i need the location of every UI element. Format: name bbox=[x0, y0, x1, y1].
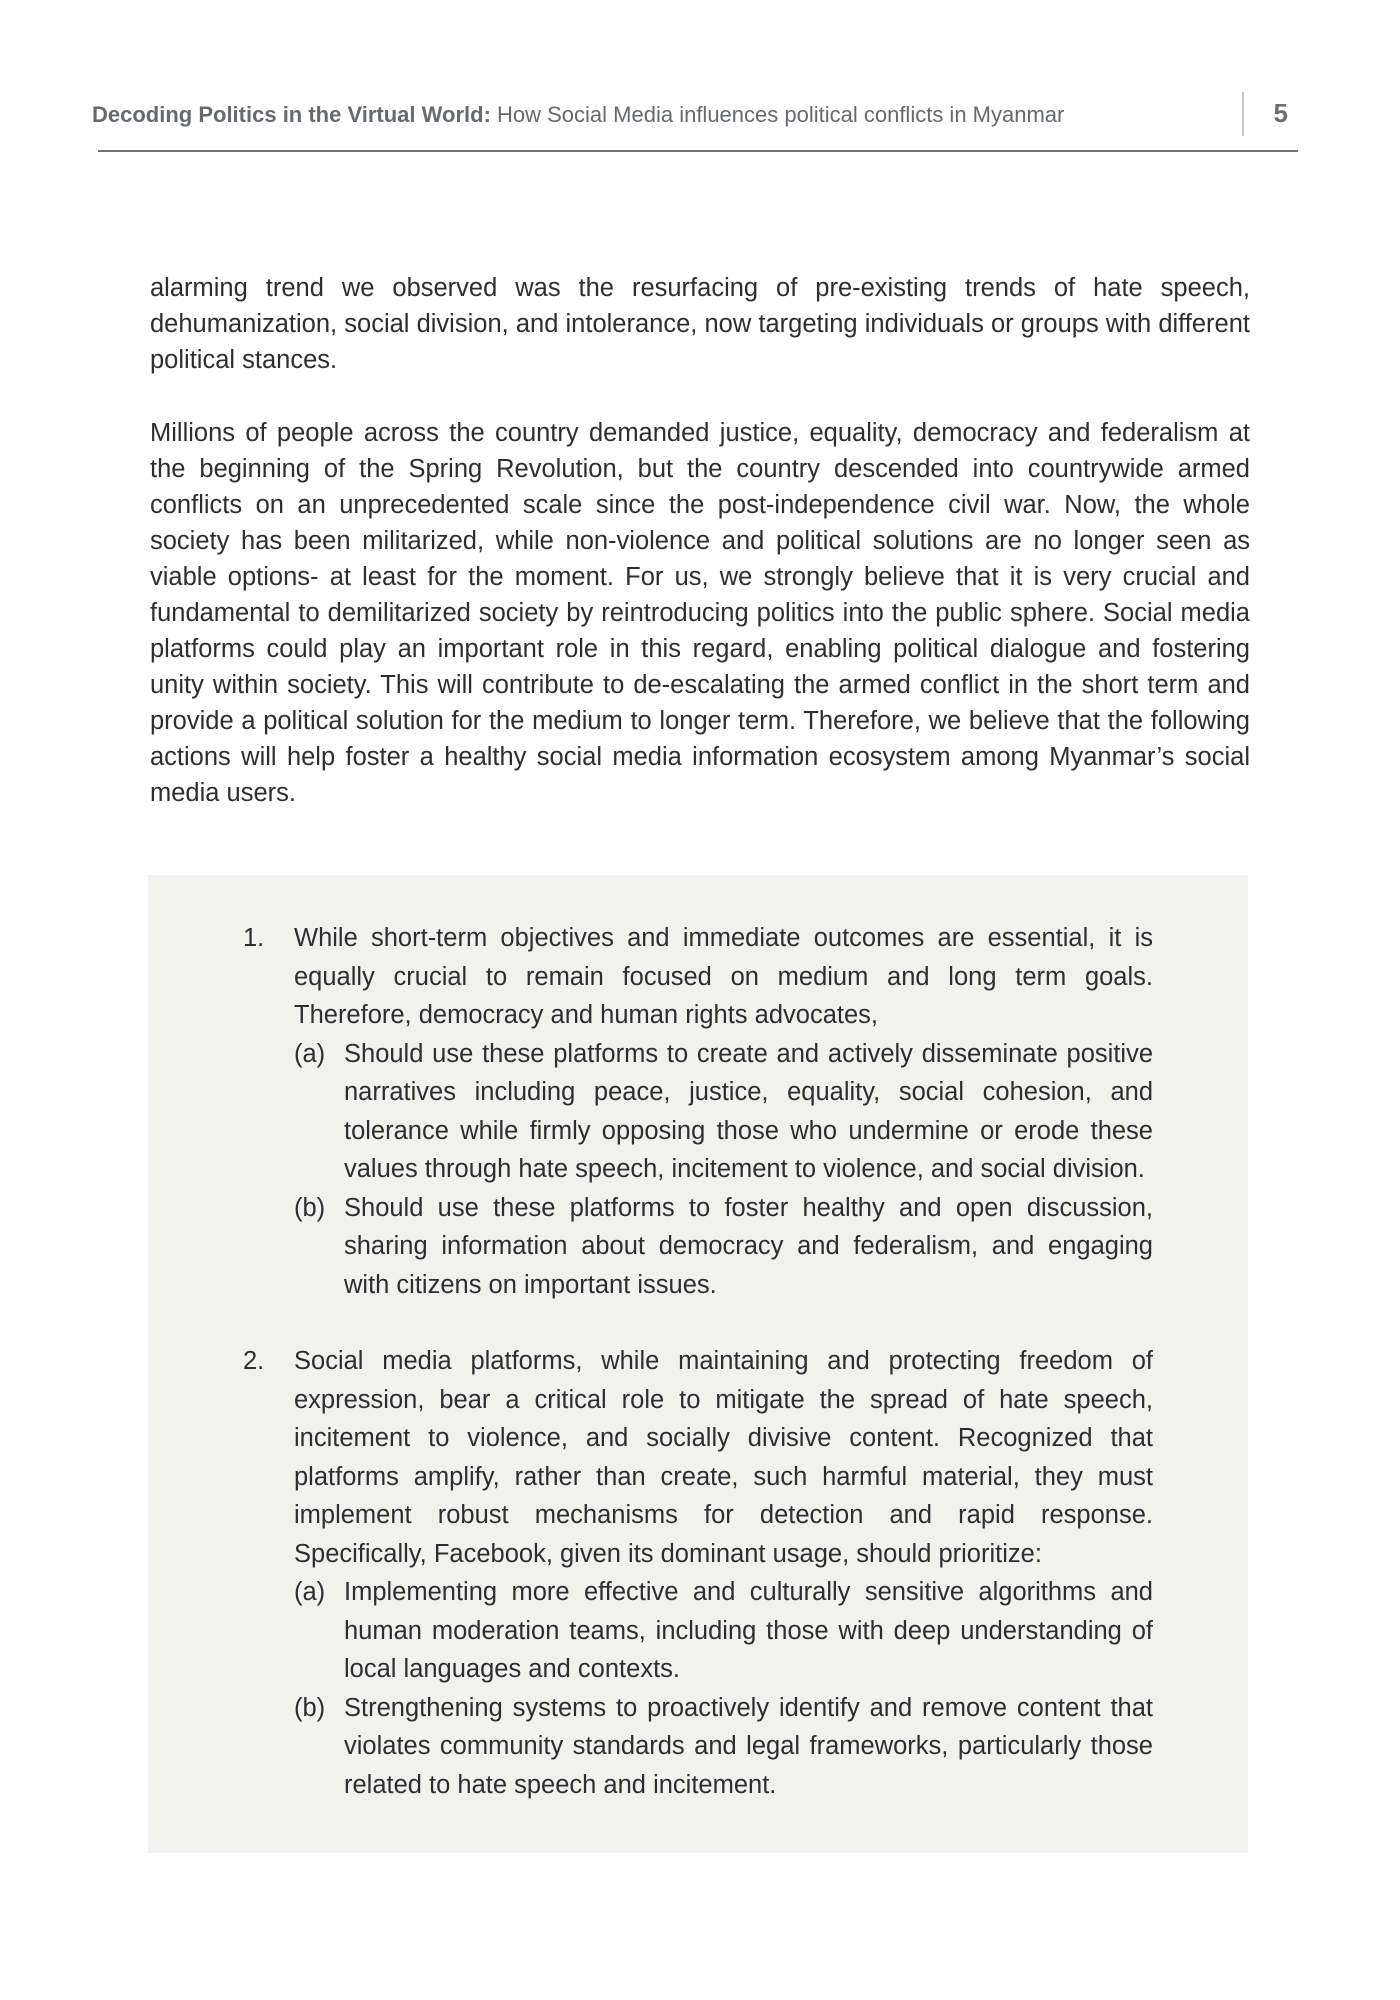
header-rule bbox=[98, 150, 1298, 152]
sub-recommendations bbox=[294, 1573, 1153, 1804]
sub-item-letter: (a) bbox=[294, 1039, 326, 1068]
sub-recommendations bbox=[294, 1035, 1153, 1305]
sub-item-text: Should use these platforms to create and actively disseminate positive narratives including peace, justice, equality, social cohesion, and tolerance while firmly opposing those who undermine or erode these values through hate speech, incitement to violence, and social division. bbox=[344, 1039, 1153, 1183]
recommendation-item bbox=[243, 919, 1153, 1304]
sub-item-text: Should use these platforms to foster healthy and open discussion, sharing information about democracy and federalism, and engaging with citizens on important issues. bbox=[344, 1193, 1153, 1299]
sub-item-letter: (b) bbox=[294, 1693, 326, 1722]
sub-item-letter: (a) bbox=[294, 1578, 326, 1606]
recommendations-list bbox=[243, 919, 1153, 1804]
item-text: Social media platforms, while maintaining and protecting freedom of expression, bear a critical role to mitigate the spread of hate speech, incitement to violence, and socially divisive content. Recognized that platforms amplify, rather than create, such harmful material, they must implement robust mechanisms for detection and rapid response. Specifically, Facebook, given its dominant usage, should prioritize: bbox=[294, 1347, 1153, 1568]
sub-item bbox=[294, 1035, 1153, 1189]
sub-item bbox=[294, 1689, 1153, 1805]
body-paragraph-continued: alarming trend we observed was the resurfacing of pre-existing trends of hate speech, dehumanization, social division, and intolerance, now targeting individuals or groups with different political stances. bbox=[150, 274, 1250, 374]
sub-item-text: Strengthening systems to proactively identify and remove content that violates community standards and legal frameworks, particularly those related to hate speech and incitement. bbox=[344, 1693, 1153, 1799]
sub-item bbox=[294, 1573, 1153, 1689]
page-number: 5 bbox=[1273, 98, 1288, 128]
sub-item bbox=[294, 1189, 1153, 1305]
item-number: 1. bbox=[243, 924, 265, 952]
running-title-subtitle: How Social Media influences political conflicts in Myanmar bbox=[490, 102, 1065, 127]
sub-item-letter: (b) bbox=[294, 1193, 326, 1222]
sub-item-text: Implementing more effective and culturally sensitive algorithms and human moderation teams, including those with deep understanding of local languages and contexts. bbox=[344, 1578, 1153, 1683]
item-number: 2. bbox=[243, 1347, 265, 1375]
page-header bbox=[92, 92, 1298, 152]
running-title bbox=[92, 102, 1064, 128]
recommendation-item bbox=[243, 1342, 1153, 1804]
item-text: While short-term objectives and immediate outcomes are essential, it is equally crucial to remain focused on medium and long term goals. Therefore, democracy and human rights advocates, bbox=[294, 924, 1153, 1029]
body-paragraph: Millions of people across the country demanded justice, equality, democracy and federalism at the beginning of the Spring Revolution, but the country descended into countrywide armed conflicts on an unprecedented scale since the post-independence civil war. Now, the whole society has been militarized, while non-violence and political solutions are no longer seen as viable options- at least for the moment. For us, we strongly believe that it is very crucial and fundamental to demilitarized society by reintroducing politics into the public sphere. Social media platforms could play an important role in this regard, enabling political dialogue and fostering unity within society. This will contribute to de-escalating the armed conflict in the short term and provide a political solution for the medium to longer term. Therefore, we believe that the following actions will help foster a healthy social media information ecosystem among Myanmar’s social media users. bbox=[150, 419, 1250, 807]
header-divider bbox=[1242, 92, 1244, 136]
running-title-main: Decoding Politics in the Virtual World: bbox=[92, 102, 491, 127]
recommendations-box bbox=[148, 875, 1248, 1853]
